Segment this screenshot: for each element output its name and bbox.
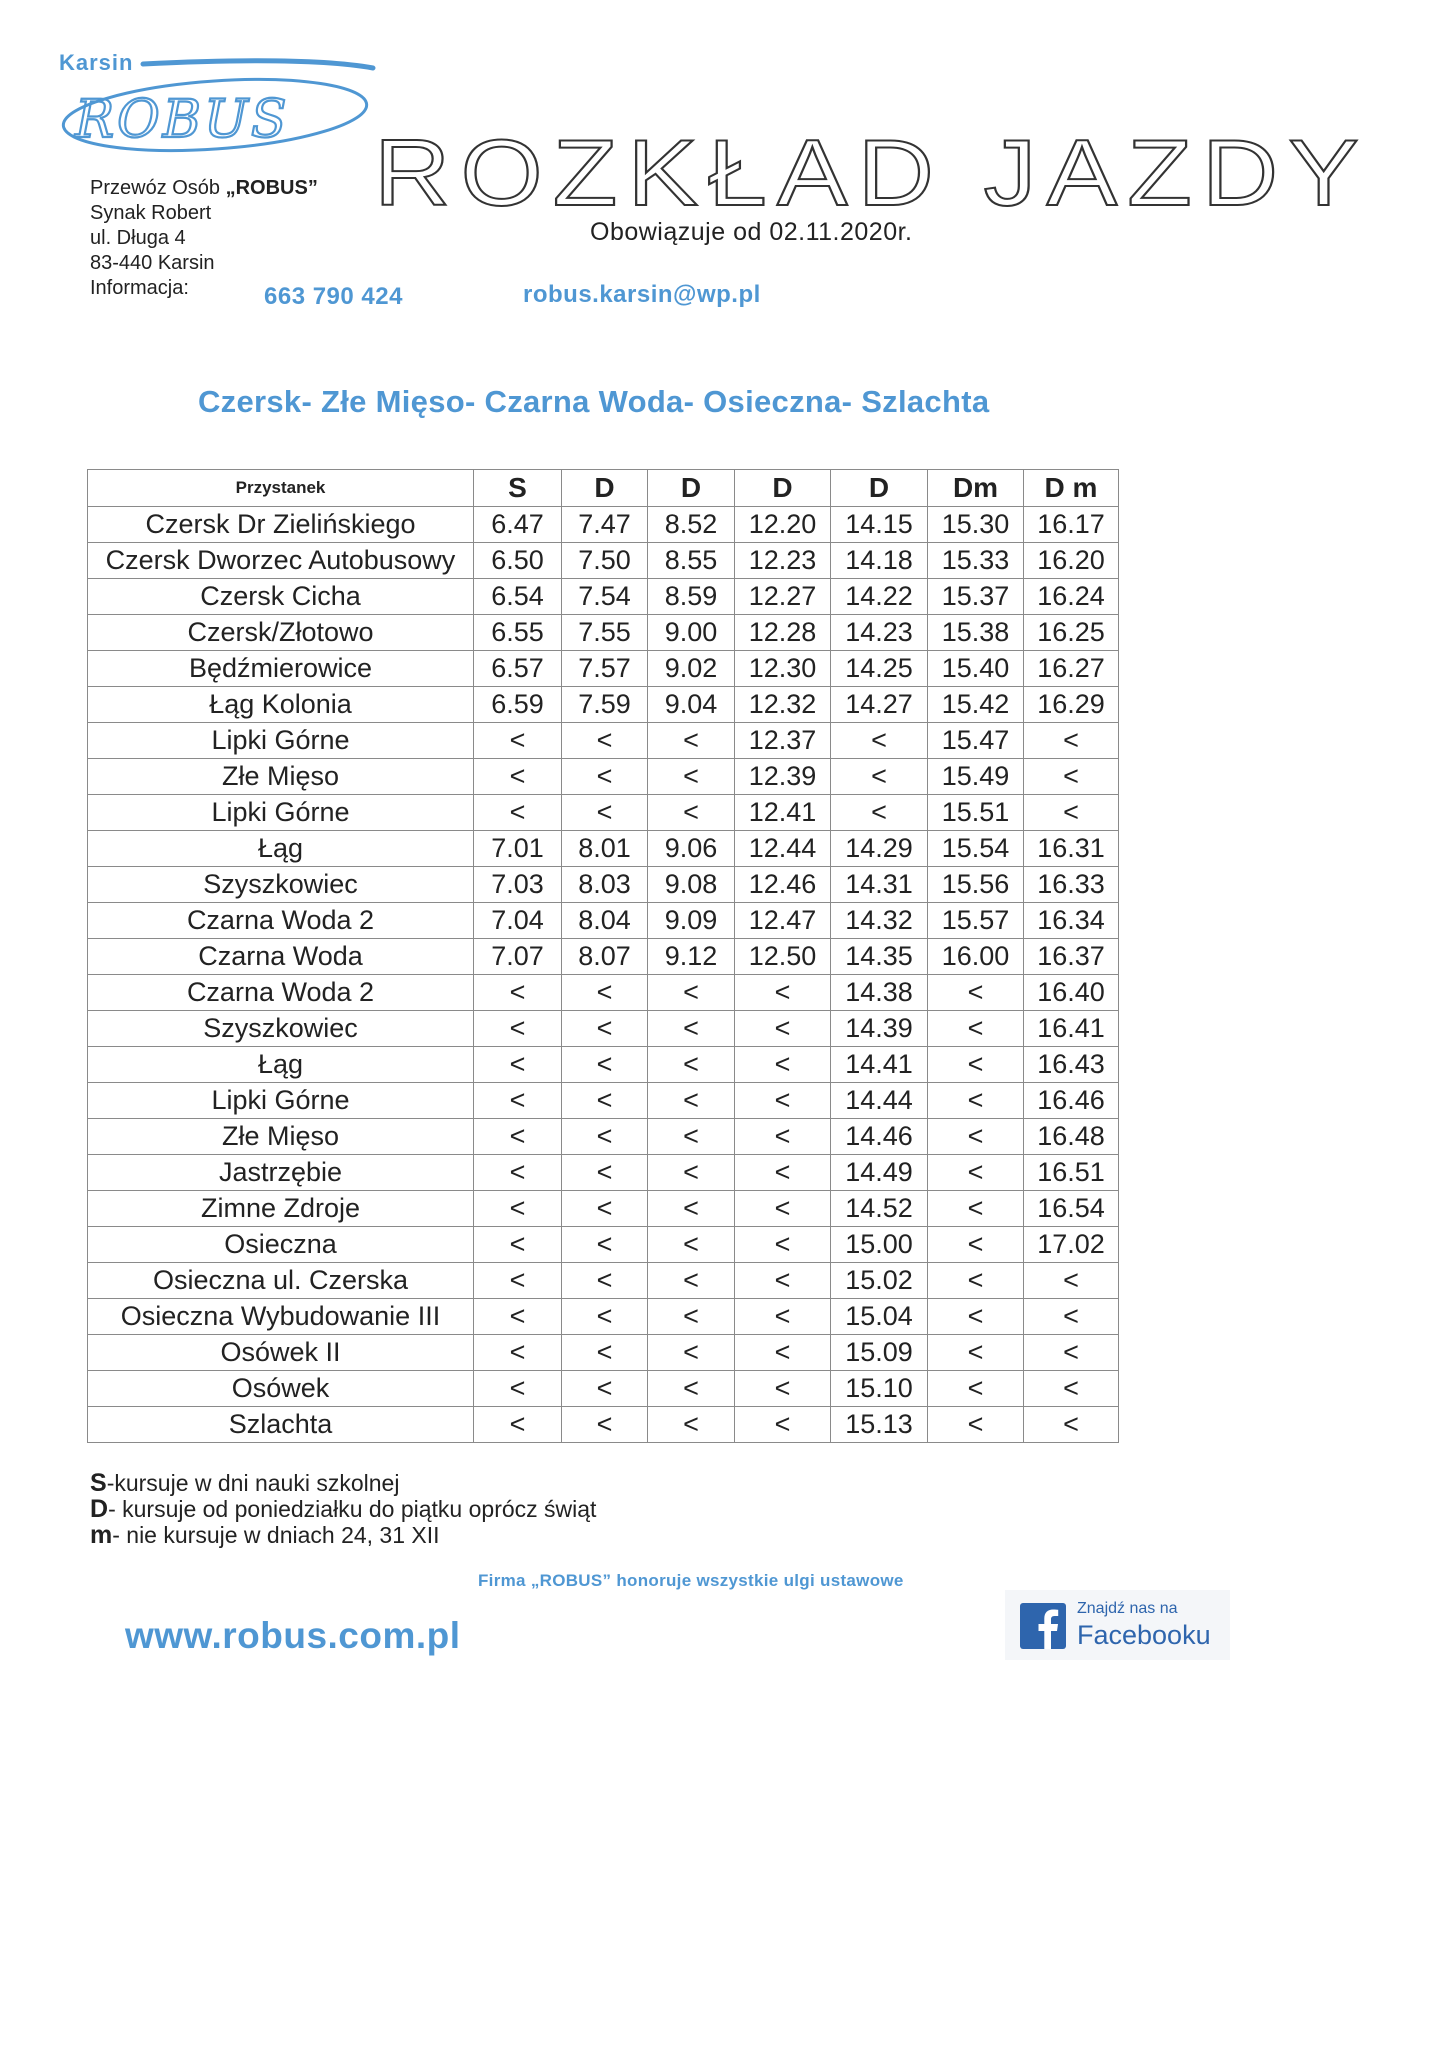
time-cell: < <box>735 1335 831 1371</box>
time-cell: < <box>474 1191 562 1227</box>
stop-name-cell: Łąg Kolonia <box>88 687 474 723</box>
time-cell: 14.44 <box>831 1083 928 1119</box>
time-cell: < <box>648 1263 735 1299</box>
time-cell: 12.46 <box>735 867 831 903</box>
time-cell: < <box>474 1047 562 1083</box>
time-cell: < <box>648 1335 735 1371</box>
time-cell: 6.54 <box>474 579 562 615</box>
time-cell: 14.49 <box>831 1155 928 1191</box>
stop-name-cell: Czersk Dr Zielińskiego <box>88 507 474 543</box>
stop-name-cell: Czarna Woda 2 <box>88 975 474 1011</box>
time-cell: < <box>928 1371 1024 1407</box>
time-cell: 12.39 <box>735 759 831 795</box>
info-label: Informacja: <box>90 277 189 299</box>
time-cell: 8.52 <box>648 507 735 543</box>
time-cell: < <box>474 1227 562 1263</box>
time-cell: 12.28 <box>735 615 831 651</box>
time-cell: < <box>735 1119 831 1155</box>
time-cell: 9.08 <box>648 867 735 903</box>
table-row <box>88 615 1119 651</box>
table-row <box>88 507 1119 543</box>
time-cell: < <box>928 1299 1024 1335</box>
time-cell: < <box>648 1371 735 1407</box>
time-cell: < <box>1024 1335 1119 1371</box>
time-cell: < <box>562 1263 648 1299</box>
time-cell: < <box>648 1119 735 1155</box>
route-title: Czersk- Złe Mięso- Czarna Woda- Osieczna- Szlachta <box>198 384 990 419</box>
email-link[interactable]: robus.karsin@wp.pl <box>523 281 761 308</box>
column-header: D <box>648 470 735 507</box>
time-cell: 12.41 <box>735 795 831 831</box>
time-cell: < <box>562 1371 648 1407</box>
time-cell: < <box>562 1011 648 1047</box>
time-cell: < <box>562 975 648 1011</box>
time-cell: < <box>648 1083 735 1119</box>
time-cell: 15.57 <box>928 903 1024 939</box>
time-cell: 8.07 <box>562 939 648 975</box>
phone-number[interactable]: 663 790 424 <box>264 283 403 310</box>
time-cell: 14.46 <box>831 1119 928 1155</box>
table-row <box>88 1155 1119 1191</box>
time-cell: 15.00 <box>831 1227 928 1263</box>
legend-key: D <box>90 1495 109 1523</box>
time-cell: < <box>735 1299 831 1335</box>
time-cell: 9.12 <box>648 939 735 975</box>
time-cell: 15.02 <box>831 1263 928 1299</box>
time-cell: < <box>648 1155 735 1191</box>
time-cell: 12.37 <box>735 723 831 759</box>
table-row <box>88 651 1119 687</box>
time-cell: 8.04 <box>562 903 648 939</box>
stop-name-cell: Czarna Woda <box>88 939 474 975</box>
time-cell: 15.37 <box>928 579 1024 615</box>
time-cell: < <box>474 1155 562 1191</box>
company-owner: Synak Robert <box>90 202 212 224</box>
facebook-f-icon <box>1020 1603 1066 1649</box>
legend-item <box>90 1496 596 1522</box>
time-cell: < <box>735 1047 831 1083</box>
stop-name-cell: Osieczna ul. Czerska <box>88 1263 474 1299</box>
time-cell: 16.17 <box>1024 507 1119 543</box>
stop-name-cell: Łąg <box>88 831 474 867</box>
column-header: D m <box>1024 470 1119 507</box>
table-row <box>88 1119 1119 1155</box>
time-cell: 15.56 <box>928 867 1024 903</box>
time-cell: 14.41 <box>831 1047 928 1083</box>
legend-item <box>90 1470 596 1496</box>
table-row <box>88 975 1119 1011</box>
time-cell: 8.03 <box>562 867 648 903</box>
company-line: Przewóz Osób „ROBUS” <box>90 177 318 199</box>
column-header: Dm <box>928 470 1024 507</box>
time-cell: < <box>735 975 831 1011</box>
table-row <box>88 687 1119 723</box>
timetable <box>87 469 1119 1443</box>
time-cell: 16.29 <box>1024 687 1119 723</box>
stop-name-cell: Będźmierowice <box>88 651 474 687</box>
time-cell: < <box>474 795 562 831</box>
time-cell: < <box>562 1119 648 1155</box>
table-row <box>88 831 1119 867</box>
time-cell: 7.50 <box>562 543 648 579</box>
time-cell: < <box>928 1263 1024 1299</box>
legend <box>90 1470 596 1548</box>
time-cell: < <box>928 1119 1024 1155</box>
time-cell: 12.32 <box>735 687 831 723</box>
time-cell: 15.54 <box>928 831 1024 867</box>
time-cell: 6.59 <box>474 687 562 723</box>
time-cell: 16.37 <box>1024 939 1119 975</box>
time-cell: 15.13 <box>831 1407 928 1443</box>
stop-name-cell: Czersk Dworzec Autobusowy <box>88 543 474 579</box>
time-cell: 8.55 <box>648 543 735 579</box>
time-cell: < <box>928 1407 1024 1443</box>
column-header: S <box>474 470 562 507</box>
time-cell: < <box>562 1299 648 1335</box>
time-cell: < <box>648 795 735 831</box>
stop-name-cell: Osówek <box>88 1371 474 1407</box>
legend-text: -kursuje w dni nauki szkolnej <box>106 1470 400 1496</box>
stop-name-cell: Łąg <box>88 1047 474 1083</box>
table-row <box>88 1083 1119 1119</box>
time-cell: 15.09 <box>831 1335 928 1371</box>
time-cell: < <box>562 1083 648 1119</box>
time-cell: 12.27 <box>735 579 831 615</box>
time-cell: 14.15 <box>831 507 928 543</box>
time-cell: 14.38 <box>831 975 928 1011</box>
column-header: D <box>562 470 648 507</box>
column-header: D <box>735 470 831 507</box>
time-cell: 8.01 <box>562 831 648 867</box>
honors-note: Firma „ROBUS” honoruje wszystkie ulgi ustawowe <box>478 1571 904 1590</box>
time-cell: 16.48 <box>1024 1119 1119 1155</box>
time-cell: < <box>928 1083 1024 1119</box>
table-row <box>88 1047 1119 1083</box>
time-cell: < <box>735 1407 831 1443</box>
time-cell: < <box>648 1227 735 1263</box>
time-cell: < <box>831 759 928 795</box>
time-cell: < <box>1024 1371 1119 1407</box>
time-cell: 6.47 <box>474 507 562 543</box>
table-row <box>88 723 1119 759</box>
time-cell: < <box>474 723 562 759</box>
time-cell: < <box>562 795 648 831</box>
time-cell: 15.30 <box>928 507 1024 543</box>
time-cell: 9.06 <box>648 831 735 867</box>
time-cell: 12.30 <box>735 651 831 687</box>
time-cell: < <box>562 1407 648 1443</box>
time-cell: < <box>1024 759 1119 795</box>
time-cell: 16.00 <box>928 939 1024 975</box>
time-cell: 16.40 <box>1024 975 1119 1011</box>
time-cell: 8.59 <box>648 579 735 615</box>
time-cell: < <box>648 1047 735 1083</box>
time-cell: 14.29 <box>831 831 928 867</box>
time-cell: 14.23 <box>831 615 928 651</box>
time-cell: < <box>648 1011 735 1047</box>
time-cell: 9.00 <box>648 615 735 651</box>
time-cell: < <box>735 1011 831 1047</box>
page-title-text: ROZKŁAD JAZDY <box>374 125 1369 225</box>
facebook-badge[interactable] <box>1005 1590 1230 1660</box>
stop-name-cell: Szyszkowiec <box>88 1011 474 1047</box>
time-cell: 12.44 <box>735 831 831 867</box>
time-cell: < <box>474 1299 562 1335</box>
time-cell: < <box>474 975 562 1011</box>
time-cell: 15.51 <box>928 795 1024 831</box>
table-row <box>88 1371 1119 1407</box>
time-cell: 14.31 <box>831 867 928 903</box>
time-cell: < <box>648 975 735 1011</box>
time-cell: 15.04 <box>831 1299 928 1335</box>
time-cell: < <box>735 1227 831 1263</box>
time-cell: 16.31 <box>1024 831 1119 867</box>
table-row <box>88 1299 1119 1335</box>
table-row <box>88 1407 1119 1443</box>
valid-from: Obowiązuje od 02.11.2020r. <box>590 218 913 246</box>
stop-name-cell: Czersk Cicha <box>88 579 474 615</box>
facebook-label: Facebooku <box>1077 1620 1211 1650</box>
time-cell: < <box>928 1191 1024 1227</box>
time-cell: 7.01 <box>474 831 562 867</box>
time-cell: < <box>648 723 735 759</box>
time-cell: < <box>562 1191 648 1227</box>
time-cell: 16.20 <box>1024 543 1119 579</box>
time-cell: 6.57 <box>474 651 562 687</box>
time-cell: < <box>831 795 928 831</box>
table-row <box>88 1011 1119 1047</box>
time-cell: 16.54 <box>1024 1191 1119 1227</box>
stop-name-cell: Szlachta <box>88 1407 474 1443</box>
time-cell: 7.04 <box>474 903 562 939</box>
company-city: 83-440 Karsin <box>90 252 215 274</box>
table-row <box>88 867 1119 903</box>
time-cell: < <box>474 1371 562 1407</box>
table-row <box>88 795 1119 831</box>
time-cell: 16.34 <box>1024 903 1119 939</box>
time-cell: < <box>474 1335 562 1371</box>
time-cell: < <box>474 1011 562 1047</box>
time-cell: < <box>1024 723 1119 759</box>
time-cell: < <box>474 1263 562 1299</box>
time-cell: 14.35 <box>831 939 928 975</box>
time-cell: < <box>928 1227 1024 1263</box>
time-cell: 14.18 <box>831 543 928 579</box>
time-cell: 12.20 <box>735 507 831 543</box>
time-cell: 7.57 <box>562 651 648 687</box>
time-cell: 16.33 <box>1024 867 1119 903</box>
table-row <box>88 759 1119 795</box>
time-cell: < <box>928 1335 1024 1371</box>
time-cell: < <box>1024 1407 1119 1443</box>
time-cell: < <box>648 759 735 795</box>
time-cell: < <box>562 1047 648 1083</box>
logo-karsin-text: Karsin <box>59 50 134 75</box>
table-row <box>88 543 1119 579</box>
stop-name-cell: Szyszkowiec <box>88 867 474 903</box>
table-row <box>88 903 1119 939</box>
time-cell: 15.33 <box>928 543 1024 579</box>
time-cell: < <box>735 1263 831 1299</box>
robus-logo <box>55 48 380 158</box>
stop-column-header: Przystanek <box>88 470 474 507</box>
stop-name-cell: Złe Mięso <box>88 759 474 795</box>
time-cell: 16.51 <box>1024 1155 1119 1191</box>
time-cell: < <box>562 1227 648 1263</box>
time-cell: 16.25 <box>1024 615 1119 651</box>
time-cell: 16.46 <box>1024 1083 1119 1119</box>
time-cell: 15.38 <box>928 615 1024 651</box>
stop-name-cell: Lipki Górne <box>88 1083 474 1119</box>
time-cell: < <box>928 1047 1024 1083</box>
table-row <box>88 1191 1119 1227</box>
time-cell: < <box>735 1083 831 1119</box>
legend-key: m <box>90 1521 113 1549</box>
legend-text: - kursuje od poniedziałku do piątku oprócz świąt <box>108 1496 597 1522</box>
time-cell: 16.43 <box>1024 1047 1119 1083</box>
time-cell: 7.54 <box>562 579 648 615</box>
time-cell: 15.47 <box>928 723 1024 759</box>
time-cell: < <box>474 759 562 795</box>
time-cell: 16.41 <box>1024 1011 1119 1047</box>
time-cell: 14.32 <box>831 903 928 939</box>
time-cell: < <box>474 1407 562 1443</box>
time-cell: 7.03 <box>474 867 562 903</box>
time-cell: < <box>474 1083 562 1119</box>
time-cell: 9.09 <box>648 903 735 939</box>
time-cell: 15.42 <box>928 687 1024 723</box>
stop-name-cell: Złe Mięso <box>88 1119 474 1155</box>
time-cell: < <box>928 975 1024 1011</box>
time-cell: < <box>562 1155 648 1191</box>
time-cell: < <box>474 1119 562 1155</box>
time-cell: 7.07 <box>474 939 562 975</box>
time-cell: < <box>1024 1299 1119 1335</box>
time-cell: 12.50 <box>735 939 831 975</box>
stop-name-cell: Osówek II <box>88 1335 474 1371</box>
company-name: „ROBUS” <box>225 177 318 199</box>
stop-name-cell: Czarna Woda 2 <box>88 903 474 939</box>
stop-name-cell: Zimne Zdroje <box>88 1191 474 1227</box>
legend-item <box>90 1522 596 1548</box>
time-cell: < <box>831 723 928 759</box>
time-cell: < <box>735 1191 831 1227</box>
time-cell: 7.55 <box>562 615 648 651</box>
time-cell: 14.27 <box>831 687 928 723</box>
time-cell: 7.47 <box>562 507 648 543</box>
company-street: ul. Długa 4 <box>90 227 186 249</box>
time-cell: 6.55 <box>474 615 562 651</box>
time-cell: 9.02 <box>648 651 735 687</box>
table-row <box>88 1335 1119 1371</box>
time-cell: < <box>928 1011 1024 1047</box>
time-cell: 17.02 <box>1024 1227 1119 1263</box>
legend-key: S <box>90 1469 107 1497</box>
time-cell: < <box>648 1407 735 1443</box>
table-row <box>88 1263 1119 1299</box>
time-cell: < <box>562 759 648 795</box>
stop-name-cell: Osieczna <box>88 1227 474 1263</box>
time-cell: 14.52 <box>831 1191 928 1227</box>
time-cell: 9.04 <box>648 687 735 723</box>
time-cell: 15.10 <box>831 1371 928 1407</box>
time-cell: < <box>648 1299 735 1335</box>
time-cell: 14.25 <box>831 651 928 687</box>
stop-name-cell: Jastrzębie <box>88 1155 474 1191</box>
time-cell: < <box>562 723 648 759</box>
stop-name-cell: Osieczna Wybudowanie III <box>88 1299 474 1335</box>
time-cell: 6.50 <box>474 543 562 579</box>
time-cell: < <box>1024 1263 1119 1299</box>
facebook-find-text: Znajdź nas na <box>1077 1600 1178 1617</box>
time-cell: < <box>562 1335 648 1371</box>
time-cell: 16.24 <box>1024 579 1119 615</box>
stop-name-cell: Lipki Górne <box>88 795 474 831</box>
stop-name-cell: Czersk/Złotowo <box>88 615 474 651</box>
legend-text: - nie kursuje w dniach 24, 31 XII <box>112 1522 440 1548</box>
logo-robus-text: ROBUS <box>75 90 290 150</box>
time-cell: 16.27 <box>1024 651 1119 687</box>
website-link[interactable]: www.robus.com.pl <box>125 1615 461 1656</box>
time-cell: 15.40 <box>928 651 1024 687</box>
time-cell: 14.22 <box>831 579 928 615</box>
time-cell: < <box>735 1155 831 1191</box>
time-cell: < <box>648 1191 735 1227</box>
time-cell: < <box>1024 795 1119 831</box>
table-row <box>88 939 1119 975</box>
stop-name-cell: Lipki Górne <box>88 723 474 759</box>
time-cell: 14.39 <box>831 1011 928 1047</box>
page-title <box>370 125 1380 225</box>
time-cell: 15.49 <box>928 759 1024 795</box>
column-header: D <box>831 470 928 507</box>
time-cell: 7.59 <box>562 687 648 723</box>
time-cell: 12.23 <box>735 543 831 579</box>
timetable-header-row <box>88 470 1119 507</box>
timetable-body <box>88 507 1119 1443</box>
table-row <box>88 579 1119 615</box>
table-row <box>88 1227 1119 1263</box>
time-cell: < <box>735 1371 831 1407</box>
time-cell: 12.47 <box>735 903 831 939</box>
time-cell: < <box>928 1155 1024 1191</box>
